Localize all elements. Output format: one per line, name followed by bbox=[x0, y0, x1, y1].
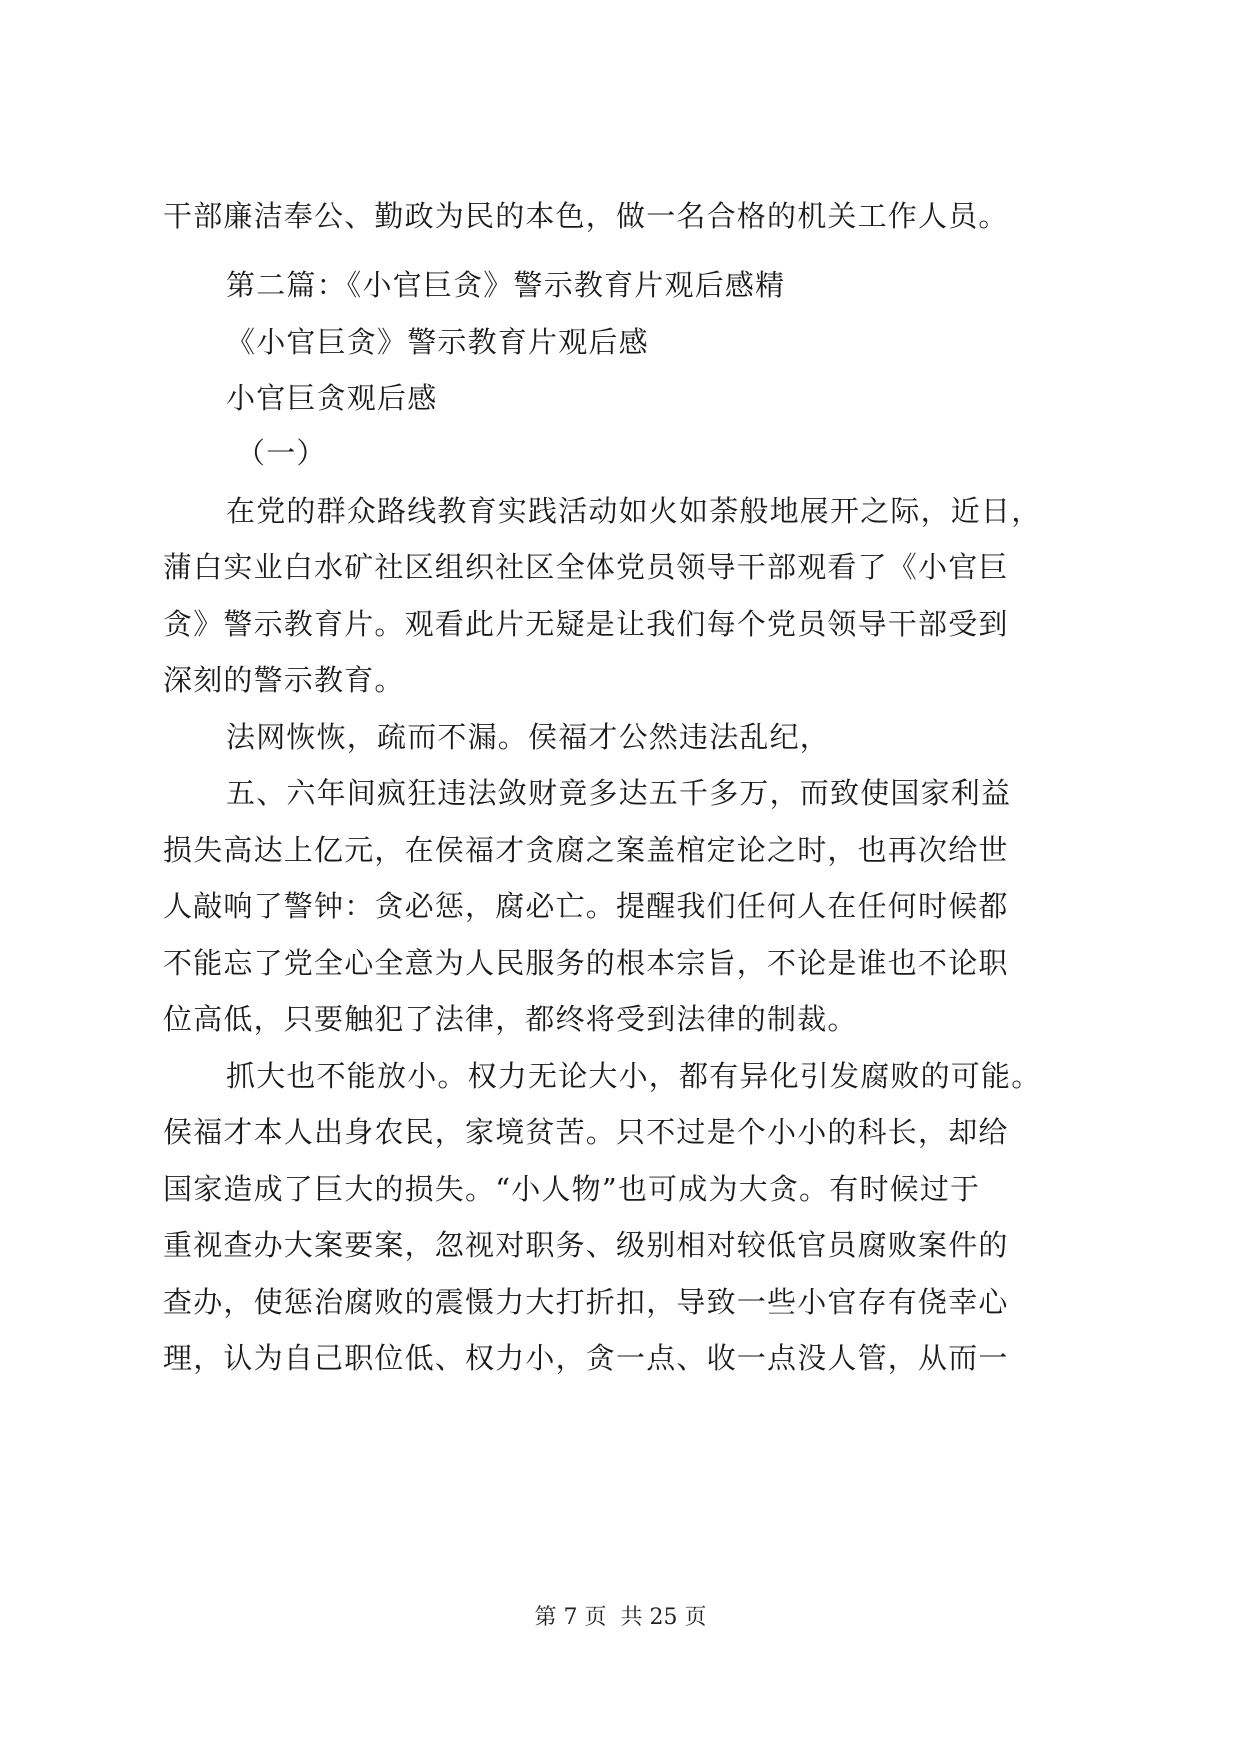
text-line: 蒲白实业白水矿社区组织社区全体党员领导干部观看了《小官巨 bbox=[163, 550, 1009, 584]
page-footer bbox=[0, 1603, 1241, 1633]
text-line: 在党的群众路线教育实践活动如火如荼般地展开之际，近日， bbox=[226, 494, 1042, 528]
text-line: 理，认为自己职位低、权力小，贪一点、收一点没人管，从而一 bbox=[163, 1341, 1009, 1375]
text-line: 不能忘了党全心全意为人民服务的根本宗旨，不论是谁也不论职 bbox=[163, 946, 1009, 980]
text-line: 法网恢恢，疏而不漏。侯福才公然违法乱纪， bbox=[226, 720, 831, 754]
text-line: 五、六年间疯狂违法敛财竟多达五千多万，而致使国家利益 bbox=[226, 776, 1012, 810]
text-line: 抓大也不能放小。权力无论大小，都有异化引发腐败的可能。 bbox=[226, 1059, 1042, 1093]
page-number-text: 第 7 页 共 25 页 bbox=[534, 1605, 707, 1630]
text-line: 国家造成了巨大的损失。“小人物”也可成为大贪。有时候过于 bbox=[163, 1172, 981, 1206]
text-line: 人敲响了警钟：贪必惩，腐必亡。提醒我们任何人在任何时候都 bbox=[163, 889, 1009, 923]
text-line: 重视查办大案要案，忽视对职务、级别相对较低官员腐败案件的 bbox=[163, 1228, 1009, 1262]
text-line: 贪》警示教育片。观看此片无疑是让我们每个党员领导干部受到 bbox=[163, 607, 1009, 641]
section-number: （一） bbox=[236, 436, 327, 470]
text-line: 损失高达上亿元，在侯福才贪腐之案盖棺定论之时，也再次给世 bbox=[163, 833, 1009, 867]
heading-line: 《小官巨贪》警示教育片观后感 bbox=[226, 325, 649, 359]
heading-line: 第二篇：《小官巨贪》警示教育片观后感精 bbox=[226, 268, 786, 302]
text-line: 深刻的警示教育。 bbox=[163, 663, 405, 697]
text-line: 侯福才本人出身农民，家境贫苦。只不过是个小小的科长，却给 bbox=[163, 1115, 1009, 1149]
heading-line: 小官巨贪观后感 bbox=[226, 381, 438, 415]
text-line: 查办，使惩治腐败的震慑力大打折扣，导致一些小官存有侥幸心 bbox=[163, 1285, 1009, 1319]
text-line: 位高低，只要触犯了法律，都终将受到法律的制裁。 bbox=[163, 1002, 858, 1036]
text-line: 干部廉洁奉公、勤政为民的本色，做一名合格的机关工作人员。 bbox=[163, 199, 1009, 233]
